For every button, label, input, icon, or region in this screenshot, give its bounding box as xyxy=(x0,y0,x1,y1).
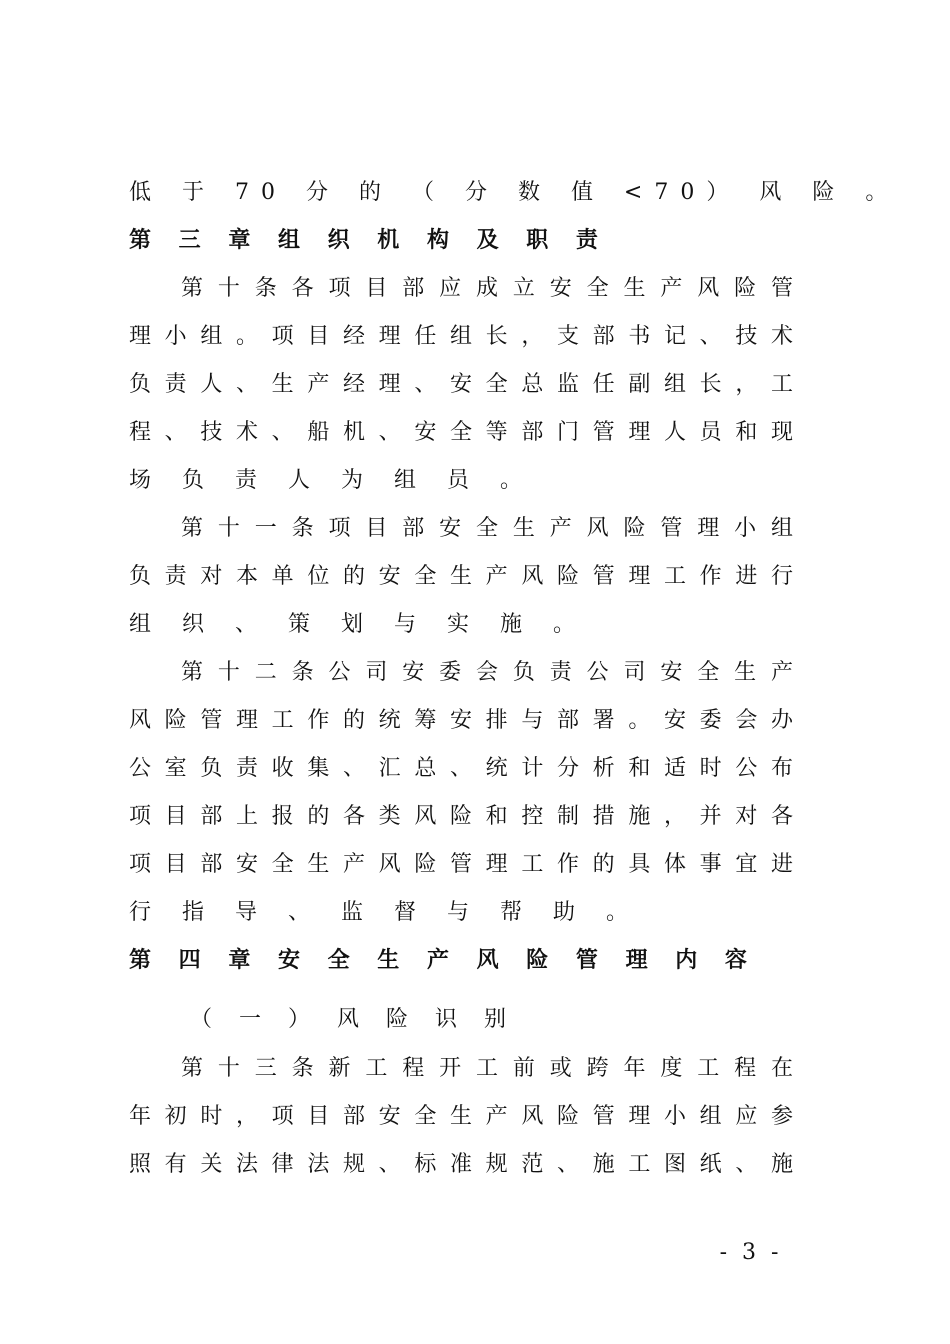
chapter-heading: 第 三 章 组 织 机 构 及 职 责 xyxy=(129,228,608,253)
text-line: 照 有 关 法 律 法 规 、 标 准 规 范 、 施 工 图 纸 、 施 xyxy=(129,1152,793,1177)
text-line: 行 指 导 、 监 督 与 帮 助 。 xyxy=(129,900,640,925)
text-line: 年 初 时 ， 项 目 部 安 全 生 产 风 险 管 理 小 组 应 参 xyxy=(129,1104,793,1129)
section-subheading: （ 一 ） 风 险 识 别 xyxy=(190,1007,516,1032)
text-line: 第 十 三 条 新 工 程 开 工 前 或 跨 年 度 工 程 在 xyxy=(181,1056,793,1081)
chapter-heading: 第 四 章 安 全 生 产 风 险 管 理 内 容 xyxy=(129,948,757,973)
text-line: 公 室 负 责 收 集 、 汇 总 、 统 计 分 析 和 适 时 公 布 xyxy=(129,756,793,781)
text-line: 风 险 管 理 工 作 的 统 筹 安 排 与 部 署 。 安 委 会 办 xyxy=(129,708,793,733)
text-line: 负 责 对 本 单 位 的 安 全 生 产 风 险 管 理 工 作 进 行 xyxy=(129,564,793,589)
text-line: 第 十 条 各 项 目 部 应 成 立 安 全 生 产 风 险 管 xyxy=(181,276,793,301)
text-line: 场 负 责 人 为 组 员 。 xyxy=(129,468,534,493)
text-line: 程 、 技 术 、 船 机 、 安 全 等 部 门 管 理 人 员 和 现 xyxy=(129,420,793,445)
text-line: 低 于 70 分 的 （ 分 数 值 <70） 风 险 。 xyxy=(129,180,900,205)
text-line: 项 目 部 上 报 的 各 类 风 险 和 控 制 措 施 ， 并 对 各 xyxy=(129,804,793,829)
text-line: 第 十 二 条 公 司 安 委 会 负 责 公 司 安 全 生 产 xyxy=(181,660,793,685)
page-number: - 3 - xyxy=(719,1240,783,1265)
text-line: 项 目 部 安 全 生 产 风 险 管 理 工 作 的 具 体 事 宜 进 xyxy=(129,852,793,877)
text-line: 理 小 组 。 项 目 经 理 任 组 长 ， 支 部 书 记 、 技 术 xyxy=(129,324,793,349)
text-line: 组 织 、 策 划 与 实 施 。 xyxy=(129,612,587,637)
text-line: 第 十 一 条 项 目 部 安 全 生 产 风 险 管 理 小 组 xyxy=(181,516,793,541)
text-line: 负 责 人 、 生 产 经 理 、 安 全 总 监 任 副 组 长 ， 工 xyxy=(129,372,793,397)
